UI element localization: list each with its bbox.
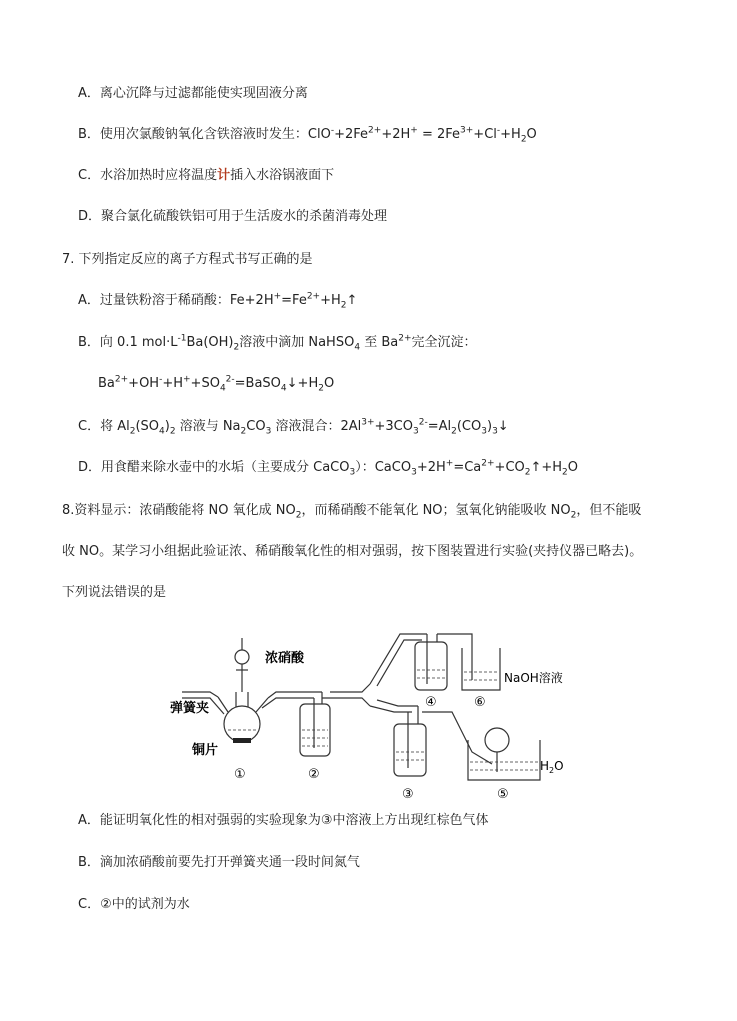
text: 收 NO。某学习小组据此验证浓、稀硝酸氧化性的相对强弱，按下图装置进行实验(夹持仪器已略去)。 — [62, 544, 643, 559]
sup: 2+ — [306, 291, 321, 302]
text: H — [540, 759, 550, 773]
sup: + — [445, 458, 454, 469]
sub: 3 — [413, 426, 419, 437]
label-copper: 铜片 — [192, 743, 219, 758]
sub: 2 — [169, 426, 176, 437]
q7-option-b — [78, 334, 477, 352]
sup: 2- — [225, 374, 235, 385]
beaker-6 — [462, 648, 500, 690]
text: ↓ — [497, 419, 509, 434]
text: 溶液与 Na — [175, 419, 241, 434]
text: +H — [162, 376, 183, 391]
text: +Cl — [473, 127, 497, 142]
label-2: ② — [308, 767, 320, 782]
question-8-line-3 — [62, 584, 166, 602]
text: =Fe — [281, 293, 307, 308]
text: (CO — [456, 419, 482, 434]
line-6a — [78, 85, 308, 103]
sup: -1 — [177, 333, 187, 344]
sub: 2 — [520, 134, 527, 145]
sup: - — [330, 125, 335, 136]
sup: - — [496, 125, 501, 136]
text: O — [323, 376, 335, 391]
q7-option-d — [78, 459, 578, 477]
sub: 4 — [280, 383, 287, 394]
text: C．将 Al — [78, 419, 130, 434]
text: A．过量铁粉溶于稀硝酸：Fe+2H — [78, 293, 274, 308]
text: =BaSO — [234, 376, 281, 391]
question-7 — [62, 251, 313, 269]
text: +OH — [128, 376, 160, 391]
sub: 2 — [340, 300, 347, 311]
highlight: 计 — [217, 168, 231, 183]
sup: 2+ — [114, 374, 129, 385]
text: CO — [246, 419, 266, 434]
sub: 2 — [318, 383, 324, 394]
text: Ba — [98, 376, 115, 391]
label-concentrated-nitric-acid: 浓硝酸 — [265, 651, 305, 666]
sub: 2 — [240, 426, 247, 437]
sup: 2- — [418, 417, 428, 428]
flask-1 — [224, 706, 260, 742]
text: C．②中的试剂为水 — [78, 897, 190, 912]
text: ↓+H — [286, 376, 319, 391]
sup: - — [159, 374, 163, 385]
text: 溶液中滴加 NaHSO — [239, 335, 355, 350]
text: 7. 下列指定反应的离子方程式书写正确的是 — [62, 252, 313, 267]
sub: 4 — [354, 342, 361, 353]
sup: + — [273, 291, 282, 302]
text: +H — [320, 293, 341, 308]
text: ，而稀硝酸不能氧化 NO；氢氧化钠能吸收 NO — [301, 503, 571, 518]
line-6b — [78, 126, 537, 144]
sub: 3 — [481, 426, 487, 437]
label-1: ① — [234, 767, 246, 782]
text: +2H — [416, 460, 446, 475]
dropping-funnel — [235, 650, 249, 664]
text: O — [567, 460, 579, 475]
label-5: ⑤ — [497, 787, 509, 802]
text: +2Fe — [334, 127, 369, 142]
label-3: ③ — [402, 787, 414, 802]
text: A．能证明氧化性的相对强弱的实验现象为③中溶液上方出现红棕色气体 — [78, 813, 489, 828]
q7-option-a — [78, 292, 357, 310]
sup: 2+ — [481, 458, 495, 469]
sub: 2 — [129, 426, 136, 437]
text: +H — [500, 127, 521, 142]
sup: + — [183, 374, 191, 385]
text: 溶液混合：2Al — [271, 419, 362, 434]
line-6c — [78, 167, 334, 185]
text: ）：CaCO — [355, 460, 412, 475]
text: D．用食醋来除水壶中的水垢（主要成分 CaCO — [78, 460, 350, 475]
beaker-5 — [468, 740, 540, 780]
sub: 3 — [265, 426, 272, 437]
text: O — [554, 759, 564, 773]
sub: 3 — [411, 467, 417, 478]
sup: 3+ — [460, 125, 474, 136]
text: (SO — [135, 419, 160, 434]
text: Ba(OH) — [186, 335, 234, 350]
label-6: ⑥ — [474, 695, 486, 710]
text: O — [526, 127, 537, 142]
text: 8.资料显示：浓硝酸能将 NO 氧化成 NO — [62, 503, 296, 518]
bottle-3 — [394, 724, 426, 776]
question-8-line-2 — [62, 543, 642, 561]
copper-piece — [233, 738, 251, 743]
text: =Al — [427, 419, 452, 434]
label-4: ④ — [425, 695, 437, 710]
text: B．向 0.1 mol·L — [78, 335, 178, 350]
text: A．离心沉降与过滤都能使实现固液分离 — [78, 86, 308, 101]
text: C．水浴加热时应将温度 — [78, 168, 218, 183]
text: 至 Ba — [360, 335, 399, 350]
sub: 2 — [549, 766, 555, 775]
text: = 2Fe — [417, 127, 461, 142]
sup: 3+ — [361, 417, 375, 428]
label-naoh: NaOH溶液 — [504, 671, 563, 685]
sub: 2 — [562, 467, 568, 478]
text: +SO — [190, 376, 220, 391]
q8-option-c — [78, 896, 190, 914]
text: =Ca — [453, 460, 482, 475]
text: 完全沉淀： — [411, 335, 477, 350]
text: +3CO — [374, 419, 413, 434]
text: 插入水浴锅液面下 — [230, 168, 335, 183]
text: +CO — [494, 460, 525, 475]
text: 下列说法错误的是 — [62, 585, 167, 600]
sub: 4 — [219, 383, 226, 394]
sub: 2 — [451, 426, 457, 437]
sup: 2+ — [368, 125, 382, 136]
q8-option-b — [78, 854, 360, 872]
q7-option-c — [78, 418, 509, 436]
sub: 3 — [492, 426, 498, 437]
q7-option-b-eq — [98, 375, 334, 393]
sub: 2 — [524, 467, 531, 478]
question-8-line-1 — [62, 502, 641, 520]
apparatus-diagram — [170, 612, 564, 804]
sub: 2 — [233, 342, 240, 353]
sub: 4 — [159, 426, 165, 437]
text: B．滴加浓硝酸前要先打开弹簧夹通一段时间氮气 — [78, 855, 360, 870]
sup: 2+ — [398, 333, 412, 344]
line-6d — [78, 208, 387, 226]
text: ) — [486, 419, 493, 434]
label-water — [540, 759, 564, 775]
text: D．聚合氯化硫酸铁铝可用于生活废水的杀菌消毒处理 — [78, 209, 388, 224]
text: ) — [164, 419, 170, 434]
text: ↑+H — [530, 460, 563, 475]
bulb — [485, 728, 509, 752]
label-spring-clip: 弹簧夹 — [170, 701, 210, 716]
q8-option-a — [78, 812, 489, 830]
sub: 2 — [295, 510, 302, 521]
text: ，但不能吸 — [576, 503, 642, 518]
bottle-4 — [415, 642, 447, 690]
sub: 2 — [570, 510, 577, 521]
sup: + — [410, 125, 418, 136]
text: B．使用次氯酸钠氧化含铁溶液时发生：ClO — [78, 127, 331, 142]
sub: 3 — [349, 467, 356, 478]
text: +2H — [381, 127, 411, 142]
text: ↑ — [346, 293, 358, 308]
